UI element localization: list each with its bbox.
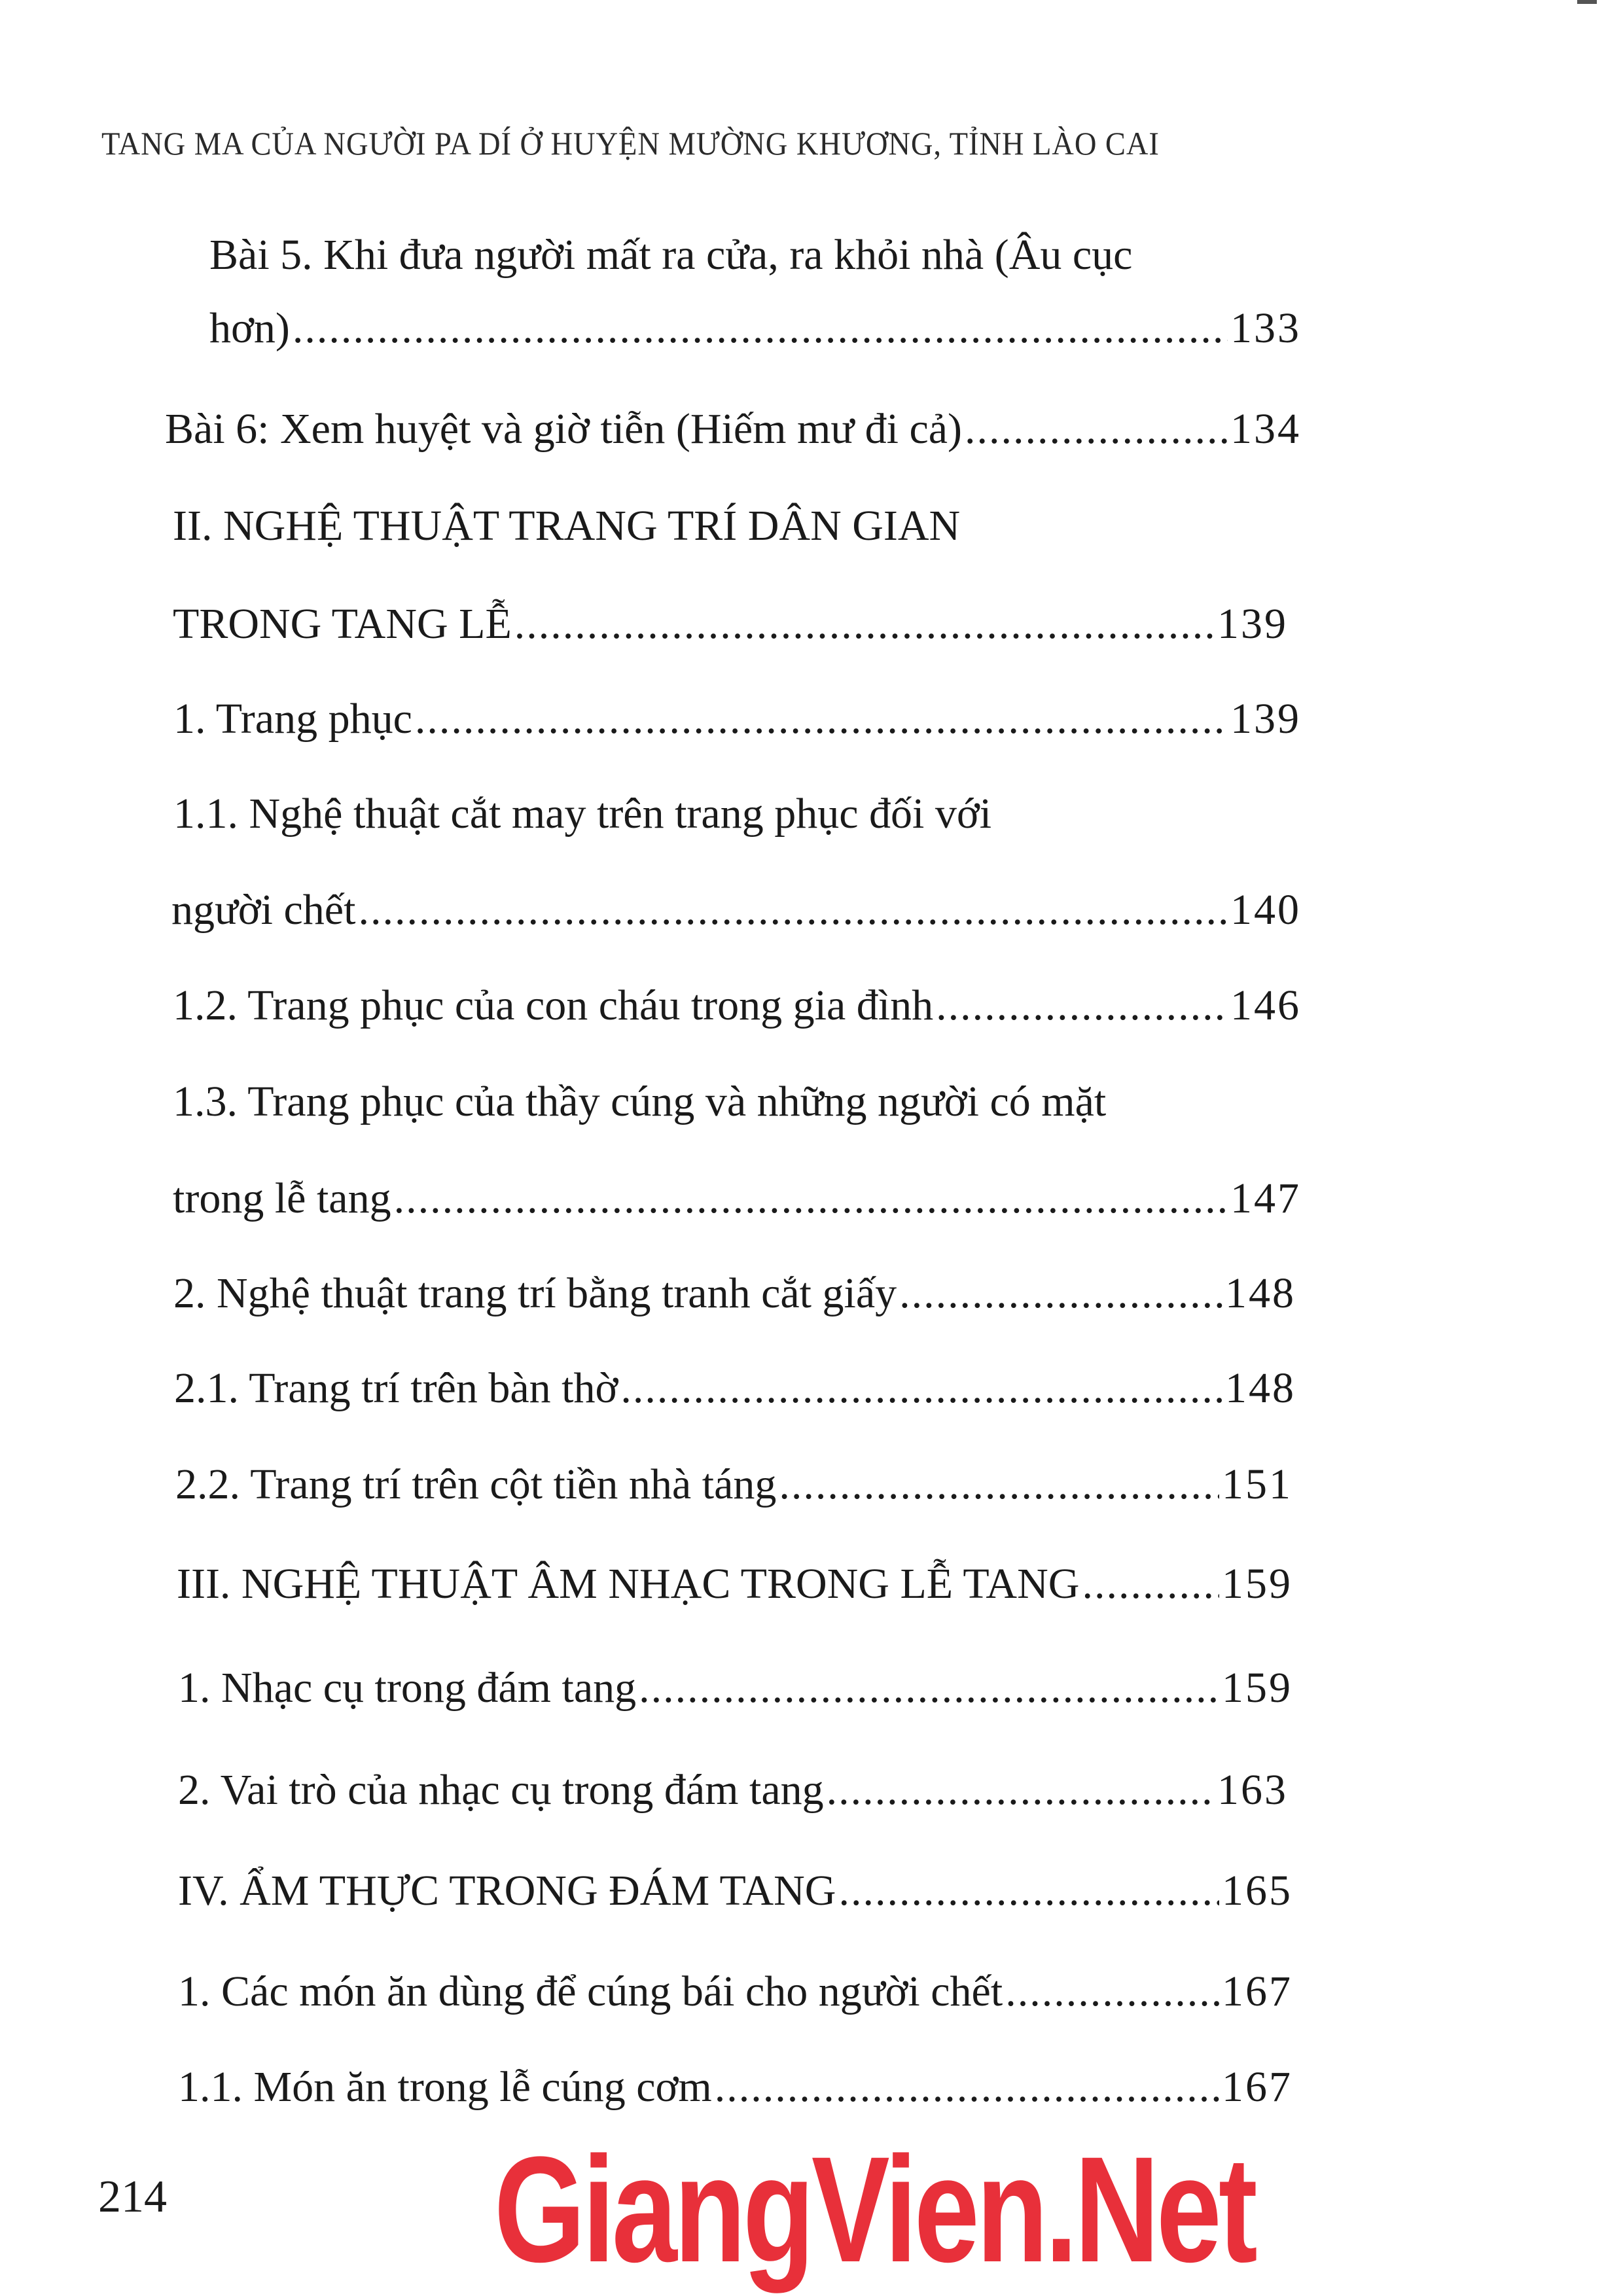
toc-page-number: 159 [1222, 1664, 1293, 1712]
toc-page-number: 133 [1230, 304, 1301, 352]
dot-leader [358, 884, 1228, 936]
toc-entry-title: TRONG TANG LỄ [173, 600, 512, 648]
dot-leader [965, 403, 1228, 455]
toc-entry-title: hơn) [209, 304, 290, 352]
toc-page-number: 167 [1222, 1968, 1293, 2015]
toc-entry-title: 2.2. Trang trí trên cột tiền nhà táng [175, 1460, 777, 1508]
running-header: TANG MA CỦA NGƯỜI PA DÍ Ở HUYỆN MƯỜNG KHƯƠNG, TỈNH LÀO CAI [101, 125, 1160, 162]
dot-leader [394, 1173, 1228, 1225]
watermark: GiangVien.Net [494, 2125, 1255, 2293]
toc-entry[interactable] [178, 1662, 1293, 1714]
toc-entry[interactable] [173, 1173, 1301, 1225]
dot-leader [936, 980, 1228, 1032]
toc-entry-title: Bài 6: Xem huyệt và giờ tiễn (Hiếm mư đi cả) [165, 405, 963, 453]
dot-leader [827, 1764, 1215, 1816]
toc-page-number: 167 [1222, 2063, 1293, 2111]
toc-entry-title: người chết [171, 886, 356, 934]
toc-entry[interactable] [177, 1558, 1293, 1610]
toc-entry [173, 788, 991, 840]
toc-entry-title: 1. Nhạc cụ trong đám tang [178, 1664, 637, 1712]
toc-entry-title: 1.1. Nghệ thuật cắt may trên trang phục đối với [173, 790, 992, 838]
toc-entry-title: II. NGHỆ THUẬT TRANG TRÍ DÂN GIAN [173, 502, 961, 550]
scan-mark [1577, 0, 1597, 4]
toc-entry[interactable] [171, 884, 1301, 936]
toc-entry[interactable] [178, 2061, 1293, 2113]
toc-page-number: 159 [1222, 1560, 1293, 1608]
toc-entry-title: 2. Vai trò của nhạc cụ trong đám tang [178, 1766, 824, 1814]
toc-entry [173, 1076, 1106, 1128]
toc-entry[interactable] [175, 1458, 1293, 1511]
toc-page-number: 151 [1222, 1460, 1293, 1508]
dot-leader [838, 1865, 1219, 1917]
toc-entry-title: IV. ẨM THỰC TRONG ĐÁM TANG [178, 1867, 836, 1915]
toc-entry-title: 1. Trang phục [173, 695, 412, 743]
dot-leader [1005, 1966, 1219, 2018]
dot-leader [899, 1267, 1222, 1320]
toc-page-number: 163 [1217, 1766, 1288, 1814]
toc-page-number: 146 [1230, 981, 1301, 1029]
toc-entry[interactable] [178, 1764, 1288, 1816]
toc-entry[interactable] [209, 302, 1301, 355]
toc-page-number: 165 [1222, 1867, 1293, 1915]
toc-page-number: 139 [1217, 600, 1288, 648]
toc-entry-title: 1.3. Trang phục của thầy cúng và những người có mặt [173, 1078, 1107, 1125]
toc-entry[interactable] [178, 1865, 1293, 1917]
toc-page-number: 134 [1230, 405, 1301, 453]
toc-entry-title: 1.1. Món ăn trong lễ cúng cơm [178, 2063, 712, 2111]
dot-leader [620, 1362, 1222, 1415]
dot-leader [715, 2061, 1219, 2113]
toc-entry[interactable] [174, 1362, 1296, 1415]
toc-page-number: 148 [1225, 1364, 1296, 1412]
toc-entry[interactable] [173, 1267, 1296, 1320]
toc-entry-title: 2. Nghệ thuật trang trí bằng tranh cắt giấy [173, 1269, 897, 1317]
dot-leader [1082, 1558, 1219, 1610]
toc-entry[interactable] [178, 1966, 1293, 2018]
toc-entry[interactable] [173, 693, 1301, 745]
toc-entry-title: 1. Các món ăn dùng để cúng bái cho người chết [178, 1968, 1003, 2015]
toc-entry-title: 1.2. Trang phục của con cháu trong gia đình [173, 981, 934, 1029]
toc-entry-title: trong lễ tang [173, 1174, 391, 1222]
toc-entry-title: 2.1. Trang trí trên bàn thờ [174, 1364, 618, 1412]
dot-leader [639, 1662, 1219, 1714]
dot-leader [779, 1458, 1219, 1511]
toc-entry [173, 500, 960, 552]
toc-page-number: 139 [1230, 695, 1301, 743]
toc-page-number: 147 [1230, 1174, 1301, 1222]
toc-entry-title: III. NGHỆ THUẬT ÂM NHẠC TRONG LỄ TANG [177, 1560, 1080, 1608]
toc-entry[interactable] [173, 598, 1288, 650]
toc-page-number: 140 [1230, 886, 1301, 934]
page-number: 214 [98, 2172, 167, 2222]
toc-entry-title: Bài 5. Khi đưa người mất ra cửa, ra khỏi nhà (Âu cục [209, 231, 1133, 279]
dot-leader [514, 598, 1215, 650]
dot-leader [293, 302, 1228, 355]
toc-page-number: 148 [1225, 1269, 1296, 1317]
dot-leader [415, 693, 1228, 745]
toc-entry[interactable] [173, 980, 1301, 1032]
toc-entry[interactable] [165, 403, 1301, 455]
toc-entry [209, 229, 1132, 281]
